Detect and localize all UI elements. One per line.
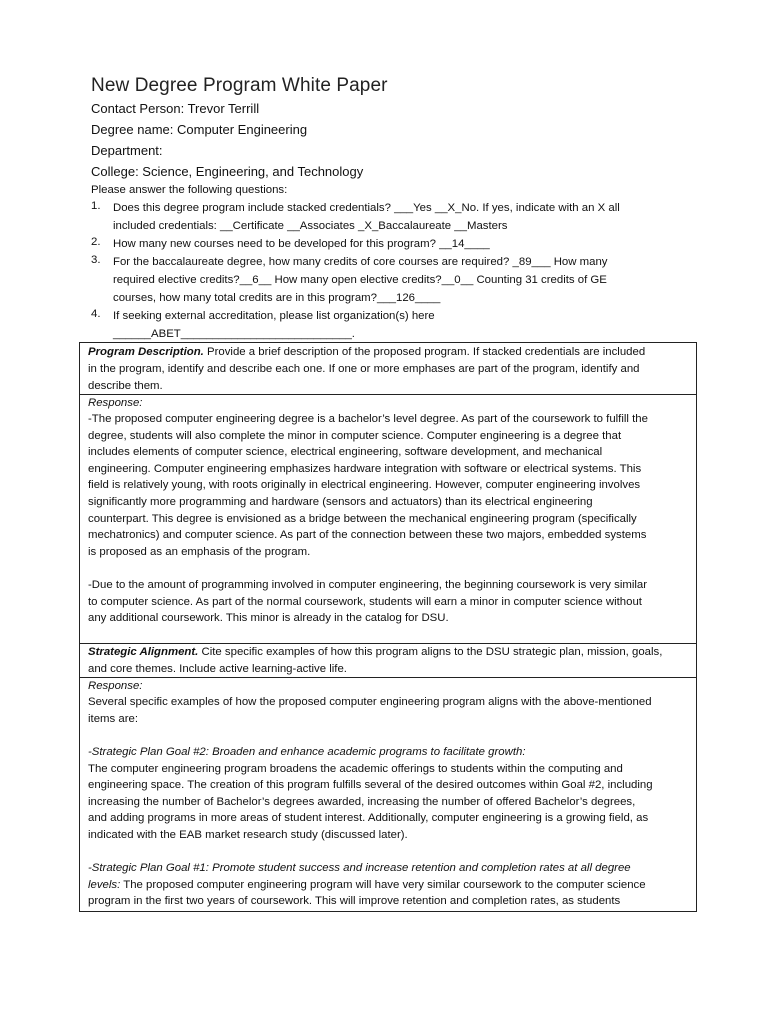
question-line: included credentials: __Certificate __Associates _X_Baccalaureate __Masters	[113, 220, 508, 232]
response-line: items are:	[88, 713, 139, 725]
strategic-alignment-prompt-line: and core themes. Include active learning-active life.	[88, 663, 347, 675]
questions-intro: Please answer the following questions:	[91, 184, 288, 196]
question-line: Does this degree program include stacked credentials? ___Yes __X_No. If yes, indicate with an X all	[113, 202, 620, 214]
response-line: and adding programs in more areas of student interest. Additionally, computer engineering is a growing field, as	[88, 812, 649, 824]
response-line: field is relatively young, with roots originally in electrical engineering. However, computer engineering involves	[88, 479, 641, 491]
response-line: counterpart. This degree is envisioned as a bridge between the mechanical engineering program (specifically	[88, 513, 637, 525]
goal-1-heading-cont: levels:	[88, 879, 121, 891]
program-description-heading: Program Description.	[88, 346, 204, 358]
program-description-prompt-line: in the program, identify and describe each one. If one or more emphases are part of the program, identify and	[88, 363, 640, 375]
response-line: engineering. Computer engineering emphasizes hardware integration with software or electrical systems. This	[88, 463, 642, 475]
program-description-prompt	[88, 344, 645, 361]
response-line: engineering space. The creation of this program fulfills several of the desired outcomes within Goal #2, including	[88, 779, 653, 791]
response-line: -The proposed computer engineering degree is a bachelor’s level degree. As part of the coursework to fulfill the	[88, 413, 648, 425]
response-line: indicated with the EAB market research study (discussed later).	[88, 829, 408, 841]
question-number: 2.	[91, 236, 101, 248]
question-line: ______ABET___________________________.	[113, 328, 355, 340]
strategic-alignment-prompt	[88, 644, 662, 661]
question-line: required elective credits?__6__ How many open elective credits?__0__ Counting 31 credits of GE	[113, 274, 607, 286]
question-number: 3.	[91, 254, 101, 266]
goal-1-text: The proposed computer engineering program will have very similar coursework to the computer science	[120, 879, 646, 891]
response-line: -Due to the amount of programming involved in computer engineering, the beginning coursework is very similar	[88, 579, 648, 591]
question-line: How many new courses need to be developed for this program? __14____	[113, 238, 490, 250]
question-line: For the baccalaureate degree, how many credits of core courses are required? _89___ How many	[113, 256, 608, 268]
question-number: 4.	[91, 308, 101, 320]
program-description-prompt-line: describe them.	[88, 380, 163, 392]
response-line: is proposed as an emphasis of the program.	[88, 546, 311, 558]
response-label: Response:	[88, 680, 143, 692]
goal-1-heading: -Strategic Plan Goal #1: Promote student success and increase retention and completion rates at all degree	[88, 862, 631, 874]
contact-person: Contact Person: Trevor Terrill	[91, 101, 260, 116]
response-line: to computer science. As part of the normal coursework, students will earn a minor in computer science without	[88, 596, 642, 608]
degree-name: Degree name: Computer Engineering	[91, 122, 308, 137]
response-label: Response:	[88, 397, 143, 409]
program-description-prompt-text: Provide a brief description of the proposed program. If stacked credentials are included	[203, 346, 646, 358]
question-number: 1.	[91, 200, 101, 212]
table-divider	[79, 394, 697, 395]
response-line: Several specific examples of how the proposed computer engineering program aligns with the above-mentioned	[88, 696, 652, 708]
response-line: mechatronics) and computer science. As part of the connection between these two majors, embedded systems	[88, 529, 647, 541]
strategic-alignment-prompt-text: Cite specific examples of how this program aligns to the DSU strategic plan, mission, goals,	[198, 646, 663, 658]
question-line: courses, how many total credits are in this program?___126____	[113, 292, 441, 304]
question-line: If seeking external accreditation, please list organization(s) here	[113, 310, 435, 322]
goal-1-line	[88, 877, 646, 894]
strategic-alignment-heading: Strategic Alignment.	[88, 646, 199, 658]
response-line: includes elements of computer science, electrical engineering, software development, and mechanical	[88, 446, 603, 458]
department: Department:	[91, 143, 163, 158]
response-line: degree, students will also complete the minor in computer science. Computer engineering is a degree that	[88, 430, 622, 442]
page-title: New Degree Program White Paper	[91, 75, 388, 96]
response-line: significantly more programming and hardware (sensors and actuators) than its electrical engineering	[88, 496, 593, 508]
college: College: Science, Engineering, and Technology	[91, 164, 364, 179]
response-line: any additional coursework. This minor is already in the catalog for DSU.	[88, 612, 449, 624]
goal-2-heading: -Strategic Plan Goal #2: Broaden and enhance academic programs to facilitate growth:	[88, 746, 526, 758]
response-line: The computer engineering program broadens the academic offerings to students within the computing and	[88, 763, 623, 775]
response-line: increasing the number of Bachelor’s degrees awarded, increasing the number of offered Bachelor’s degrees,	[88, 796, 636, 808]
response-line: program in the first two years of coursework. This will improve retention and completion rates, as students	[88, 895, 621, 907]
